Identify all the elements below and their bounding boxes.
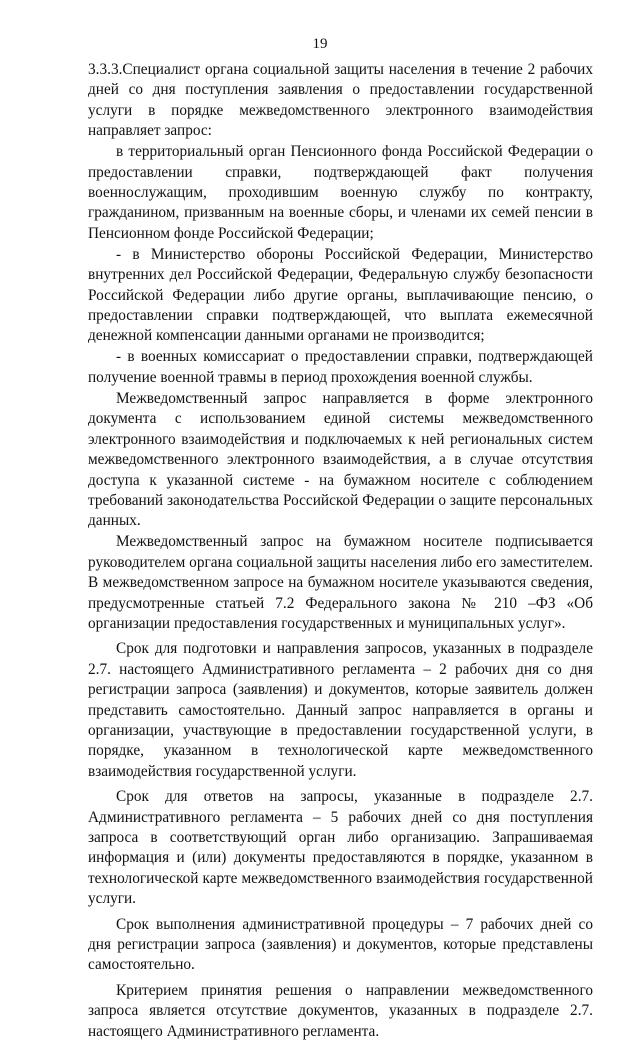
paragraph-ministries-request: - в Министерство обороны Российской Федерации, Министерство внутренних дел Российской Федерации, Федеральную службу безопасности Российской Федерации либо другие органы, выплачивающие пенсию, о предоставлении справки подтверждающей, что выплата ежемесячной денежной компенсации данными органами не производится; [88,245,593,345]
page-number: 19 [312,36,328,52]
paragraph-paper-request: Межведомственный запрос на бумажном носителе подписывается руководителем органа социальной защиты населения либо его заместителем. В межведомственном запросе на бумажном носителе указываются сведения, предусмотренные статьей 7.2 Федерального закона № 210 –ФЗ «Об организации предоставления государственных и муниципальных услуг». [88,533,593,632]
paragraph-procedure-term: Срок выполнения административной процедуры – 7 рабочих дней со дня регистрации запроса (заявления) и документов, которые представлены самостоятельно. [88,915,593,974]
paragraph-3-3-3: 3.3.3.Специалист органа социальной защиты населения в течение 2 рабочих дней со дня поступления заявления о предоставлении государственной услуги в порядке межведомственного электронного взаимодействия направляет запрос: [88,61,593,140]
paragraph-response-term: Срок для ответов на запросы, указанные в подразделе 2.7. Административного регламента – 5 рабочих дней со дня поступления запроса в соответствующий орган либо организацию. Запрашиваемая информация и (или) документы предоставляются в порядке, указанном в технологической карте межведомственного взаимодействия государственной услуги. [88,788,593,908]
paragraph-request-preparation-term: Срок для подготовки и направления запросов, указанных в подразделе 2.7. настоящего Административного регламента – 2 рабочих дня со дня регистрации запроса (заявления) и документов, которые заявитель должен представить самостоятельно. Данный запрос направляется в органы и организации, участвующие в предоставлении государственной услуги, в порядке, указанном в технологической карте межведомственного взаимодействия государственной услуги. [88,640,593,780]
paragraph-pension-fund-request: в территориальный орган Пенсионного фонда Российской Федерации о предоставлении справки, подтверждающей факт получения военнослужащим, проходившим военную службу по контракту, гражданином, призванным на военные сборы, и членами их семей пенсии в Пенсионном фонде Российской Федерации; [88,143,593,242]
paragraph-electronic-request-form: Межведомственный запрос направляется в форме электронного документа с использованием единой системы межведомственного электронного взаимодействия и подключаемых к ней региональных систем межведомственного электронного взаимодействия, а в случае отсутствия доступа к указанной системе - на бумажном носителе с соблюдением требований законодательства Российской Федерации о защите персональных данных. [88,389,593,530]
document-body [88,60,593,1043]
paragraph-decision-criterion: Критерием принятия решения о направлении межведомственного запроса является отсутствие документов, указанных в подразделе 2.7. настоящего Административного регламента. [88,981,593,1040]
paragraph-military-commissariat-request: - в военных комиссариат о предоставлении справки, подтверждающей получение военной травмы в период прохождения военной службы. [88,348,593,386]
